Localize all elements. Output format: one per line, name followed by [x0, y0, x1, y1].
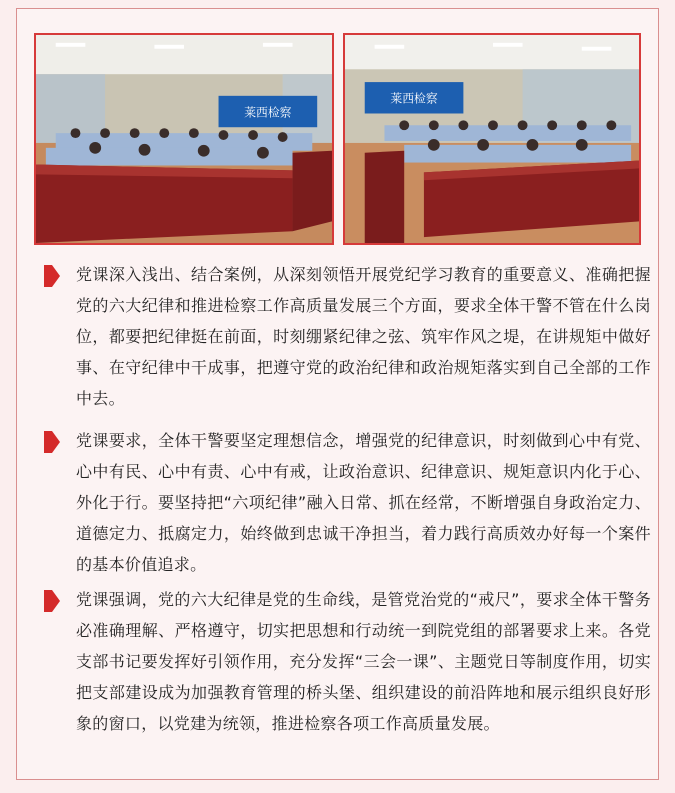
red-arrow-marker-icon: [44, 590, 60, 612]
paragraph-text: 党课深入浅出、结合案例，从深刻领悟开展党纪学习教育的重要意义、准确把握党的六大纪律和推进检察工作高质量发展三个方面，要求全体干警不管在什么岗位，都要把纪律挺在前面，时刻绷紧纪律之弦、筑牢作风之堤，在讲规矩中做好事、在守纪律中干成事，把遵守党的政治纪律和政治规矩落实到自己全部的工作中去。: [76, 265, 651, 408]
sign-text-right: 莱西检察: [390, 91, 438, 106]
red-arrow-marker-icon: [44, 265, 60, 287]
article-frame: [16, 8, 659, 780]
paragraph-text: 党课要求，全体干警要坚定理想信念，增强党的纪律意识，时刻做到心中有党、心中有民、心中有责、心中有戒，让政治意识、纪律意识、规矩意识内化于心、外化于行。要坚持把“六项纪律”融入日常、抓在经常，不断增强自身政治定力、道德定力、抵腐定力，始终做到忠诚干净担当，着力践行高质效办好每一个案件的基本价值追求。: [76, 431, 651, 574]
sign-text-left: 莱西检察: [244, 105, 292, 120]
meeting-photo-right: [343, 33, 641, 245]
red-arrow-marker-icon: [44, 431, 60, 453]
paragraph-text: 党课强调，党的六大纪律是党的生命线，是管党治党的“戒尺”，要求全体干警务必准确理解、严格遵守，切实把思想和行动统一到院党组的部署要求上来。各党支部书记要发挥好引领作用，充分发挥“三会一课”、主题党日等制度作用，切实把支部建设成为加强教育管理的桥头堡、组织建设的前沿阵地和展示组织良好形象的窗口，以党建为统领，推进检察各项工作高质量发展。: [76, 590, 651, 733]
meeting-photo-left: [34, 33, 334, 245]
